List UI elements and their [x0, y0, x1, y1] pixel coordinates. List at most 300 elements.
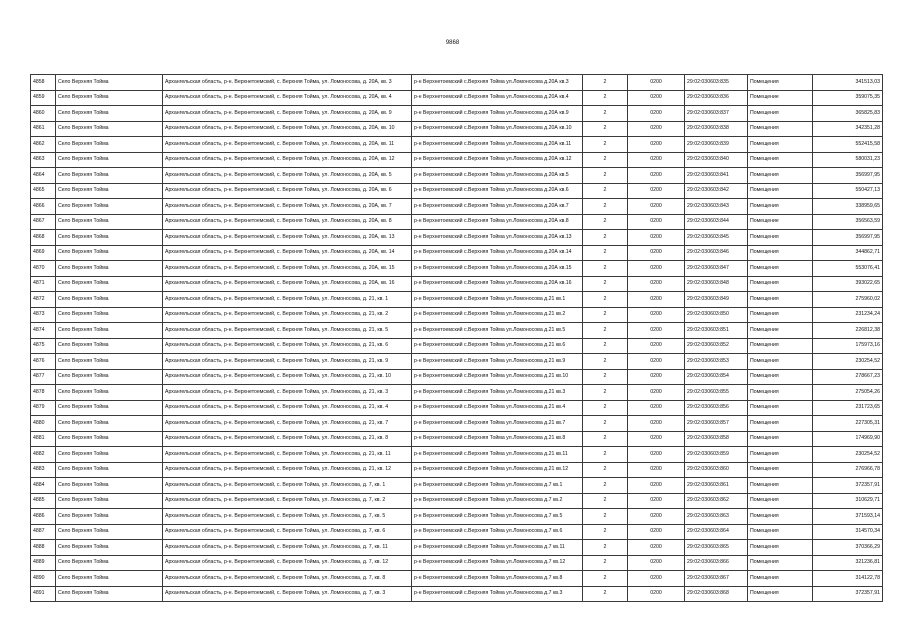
- cadastral-number-cell: 29:02:030603:836: [685, 90, 748, 106]
- count-cell: 2: [583, 75, 628, 91]
- short-address-cell: р-н Верхнетоемский с.Верхняя Тойма ул.Ломоносова д.21 кв.5: [412, 323, 583, 339]
- settlement-cell: Село Верхняя Тойма: [56, 540, 163, 556]
- full-address-cell: Архангельская область, р-н. Верхнетоемский, с. Верхняя Тойма, ул. Ломоносова, д. 7, кв. 1: [163, 478, 412, 494]
- table-row: [31, 75, 883, 91]
- full-address-cell: Архангельская область, р-н. Верхнетоемский, с. Верхняя Тойма, ул. Ломоносова, д. 20А, кв. 13: [163, 230, 412, 246]
- count-cell: 2: [583, 323, 628, 339]
- full-address-cell: Архангельская область, р-н. Верхнетоемский, с. Верхняя Тойма, ул. Ломоносова, д. 20А, кв. 10: [163, 121, 412, 137]
- code-cell: 0200: [628, 323, 685, 339]
- object-type-cell: Помещение: [748, 214, 813, 230]
- short-address-cell: р-н Верхнетоемский с.Верхняя Тойма ул.Ломоносова д.20А кв.5: [412, 168, 583, 184]
- cadastral-value-cell: 342351,28: [813, 121, 883, 137]
- object-type-cell: Помещения: [748, 400, 813, 416]
- short-address-cell: р-н Верхнетоемский с.Верхняя Тойма ул.Ломоносова д.7 кв.8: [412, 571, 583, 587]
- object-type-cell: Помещения: [748, 199, 813, 215]
- table-row: [31, 137, 883, 153]
- table-row: [31, 214, 883, 230]
- settlement-cell: Село Верхняя Тойма: [56, 493, 163, 509]
- count-cell: 2: [583, 524, 628, 540]
- count-cell: 2: [583, 137, 628, 153]
- short-address-cell: р-н Верхнетоемский с.Верхняя Тойма ул.Ломоносова д.20А кв.15: [412, 261, 583, 277]
- settlement-cell: Село Верхняя Тойма: [56, 90, 163, 106]
- cadastral-number-cell: 29:02:030603:838: [685, 121, 748, 137]
- cadastral-number-cell: 29:02:030603:850: [685, 307, 748, 323]
- settlement-cell: Село Верхняя Тойма: [56, 214, 163, 230]
- short-address-cell: р-н Верхнетоемский с.Верхняя Тойма ул.Ломоносова д.7 кв.12: [412, 555, 583, 571]
- table-row: [31, 152, 883, 168]
- code-cell: 0200: [628, 338, 685, 354]
- short-address-cell: р-н Верхнетоемский с.Верхняя Тойма ул.Ломоносова д.21 кв.4: [412, 400, 583, 416]
- object-type-cell: Помещения: [748, 478, 813, 494]
- cadastral-value-cell: 227305,31: [813, 416, 883, 432]
- short-address-cell: р-н Верхнетоемский с.Верхняя Тойма ул.Ломоносова д.21 кв.12: [412, 462, 583, 478]
- table-row: [31, 586, 883, 602]
- settlement-cell: Село Верхняя Тойма: [56, 152, 163, 168]
- cadastral-number-cell: 29:02:030603:867: [685, 571, 748, 587]
- count-cell: 2: [583, 555, 628, 571]
- cadastral-number-cell: 29:02:030603:847: [685, 261, 748, 277]
- full-address-cell: Архангельская область, р-н. Верхнетоемский, с. Верхняя Тойма, ул. Ломоносова, д. 7, кв. 2: [163, 493, 412, 509]
- full-address-cell: Архангельская область, р-н. Верхнетоемский, с. Верхняя Тойма, ул. Ломоносова, д. 20А, кв. 7: [163, 199, 412, 215]
- object-type-cell: Помещение: [748, 323, 813, 339]
- count-cell: 2: [583, 121, 628, 137]
- settlement-cell: Село Верхняя Тойма: [56, 245, 163, 261]
- settlement-cell: Село Верхняя Тойма: [56, 555, 163, 571]
- short-address-cell: р-н Верхнетоемский с.Верхняя Тойма ул.Ломоносова д.21 кв.2: [412, 307, 583, 323]
- code-cell: 0200: [628, 524, 685, 540]
- code-cell: 0200: [628, 230, 685, 246]
- code-cell: 0200: [628, 245, 685, 261]
- table-row: [31, 276, 883, 292]
- settlement-cell: Село Верхняя Тойма: [56, 478, 163, 494]
- cadastral-value-cell: 314122,78: [813, 571, 883, 587]
- code-cell: 0200: [628, 261, 685, 277]
- full-address-cell: Архангельская область, р-н. Верхнетоемский, с. Верхняя Тойма, ул. Ломоносова, д. 20А, кв. 11: [163, 137, 412, 153]
- table-row: [31, 385, 883, 401]
- settlement-cell: Село Верхняя Тойма: [56, 307, 163, 323]
- short-address-cell: р-н Верхнетоемский с.Верхняя Тойма ул.Ломоносова д.20А кв.3: [412, 75, 583, 91]
- settlement-cell: Село Верхняя Тойма: [56, 571, 163, 587]
- code-cell: 0200: [628, 400, 685, 416]
- cadastral-value-cell: 321236,81: [813, 555, 883, 571]
- table-row: [31, 447, 883, 463]
- settlement-cell: Село Верхняя Тойма: [56, 354, 163, 370]
- row-number-cell: 4889: [31, 555, 56, 571]
- full-address-cell: Архангельская область, р-н. Верхнетоемский, с. Верхняя Тойма, ул. Ломоносова, д. 20А, кв. 16: [163, 276, 412, 292]
- cadastral-number-cell: 29:02:030603:845: [685, 230, 748, 246]
- table-row: [31, 540, 883, 556]
- table-row: [31, 261, 883, 277]
- row-number-cell: 4859: [31, 90, 56, 106]
- table-row: [31, 292, 883, 308]
- count-cell: 2: [583, 276, 628, 292]
- table-row: [31, 416, 883, 432]
- settlement-cell: Село Верхняя Тойма: [56, 338, 163, 354]
- full-address-cell: Архангельская область, р-н. Верхнетоемский, с. Верхняя Тойма, ул. Ломоносова, д. 7, кв. 11: [163, 540, 412, 556]
- full-address-cell: Архангельская область, р-н. Верхнетоемский, с. Верхняя Тойма, ул. Ломоносова, д. 20А, кв. 15: [163, 261, 412, 277]
- settlement-cell: Село Верхняя Тойма: [56, 385, 163, 401]
- row-number-cell: 4880: [31, 416, 56, 432]
- cadastral-value-cell: 226812,38: [813, 323, 883, 339]
- page-number: 9868: [445, 40, 460, 46]
- object-type-cell: Помещения: [748, 292, 813, 308]
- registry-table: [30, 74, 883, 602]
- cadastral-value-cell: 174969,90: [813, 431, 883, 447]
- count-cell: 2: [583, 152, 628, 168]
- row-number-cell: 4874: [31, 323, 56, 339]
- cadastral-number-cell: 29:02:030603:860: [685, 462, 748, 478]
- object-type-cell: Помещения: [748, 354, 813, 370]
- cadastral-number-cell: 29:02:030603:835: [685, 75, 748, 91]
- row-number-cell: 4878: [31, 385, 56, 401]
- cadastral-value-cell: 370366,29: [813, 540, 883, 556]
- cadastral-value-cell: 371593,14: [813, 509, 883, 525]
- object-type-cell: Помещения: [748, 493, 813, 509]
- count-cell: 2: [583, 478, 628, 494]
- object-type-cell: Помещения: [748, 555, 813, 571]
- cadastral-number-cell: 29:02:030603:839: [685, 137, 748, 153]
- object-type-cell: Помещения: [748, 261, 813, 277]
- object-type-cell: Помещения: [748, 586, 813, 602]
- object-type-cell: Помещения: [748, 571, 813, 587]
- short-address-cell: р-н Верхнетоемский с.Верхняя Тойма ул.Ломоносова д.7 кв.2: [412, 493, 583, 509]
- cadastral-value-cell: 276966,78: [813, 462, 883, 478]
- row-number-cell: 4884: [31, 478, 56, 494]
- cadastral-number-cell: 29:02:030603:855: [685, 385, 748, 401]
- count-cell: 2: [583, 183, 628, 199]
- object-type-cell: Помещения: [748, 106, 813, 122]
- short-address-cell: р-н Верхнетоемский с.Верхняя Тойма ул.Ломоносова д.20А кв.10: [412, 121, 583, 137]
- count-cell: 2: [583, 571, 628, 587]
- cadastral-value-cell: 372357,91: [813, 586, 883, 602]
- full-address-cell: Архангельская область, р-н. Верхнетоемский, с. Верхняя Тойма, ул. Ломоносова, д. 21, кв. 5: [163, 323, 412, 339]
- table-row: [31, 230, 883, 246]
- row-number-cell: 4870: [31, 261, 56, 277]
- full-address-cell: Архангельская область, р-н. Верхнетоемский, с. Верхняя Тойма, ул. Ломоносова, д. 7, кв. 3: [163, 586, 412, 602]
- object-type-cell: Помещения: [748, 183, 813, 199]
- object-type-cell: Помещения: [748, 230, 813, 246]
- table-row: [31, 183, 883, 199]
- full-address-cell: Архангельская область, р-н. Верхнетоемский, с. Верхняя Тойма, ул. Ломоносова, д. 7, кв. 6: [163, 524, 412, 540]
- code-cell: 0200: [628, 416, 685, 432]
- settlement-cell: Село Верхняя Тойма: [56, 261, 163, 277]
- cadastral-number-cell: 29:02:030603:841: [685, 168, 748, 184]
- cadastral-number-cell: 29:02:030603:863: [685, 509, 748, 525]
- settlement-cell: Село Верхняя Тойма: [56, 121, 163, 137]
- short-address-cell: р-н Верхнетоемский с.Верхняя Тойма ул.Ломоносова д.7 кв.1: [412, 478, 583, 494]
- short-address-cell: р-н Верхнетоемский с.Верхняя Тойма ул.Ломоносова д.21 кв.8: [412, 431, 583, 447]
- row-number-cell: 4860: [31, 106, 56, 122]
- settlement-cell: Село Верхняя Тойма: [56, 524, 163, 540]
- full-address-cell: Архангельская область, р-н. Верхнетоемский, с. Верхняя Тойма, ул. Ломоносова, д. 20А, кв. 5: [163, 168, 412, 184]
- count-cell: 2: [583, 261, 628, 277]
- code-cell: 0200: [628, 307, 685, 323]
- cadastral-value-cell: 356997,95: [813, 230, 883, 246]
- settlement-cell: Село Верхняя Тойма: [56, 400, 163, 416]
- settlement-cell: Село Верхняя Тойма: [56, 75, 163, 91]
- row-number-cell: 4872: [31, 292, 56, 308]
- cadastral-number-cell: 29:02:030603:862: [685, 493, 748, 509]
- row-number-cell: 4863: [31, 152, 56, 168]
- cadastral-value-cell: 356563,59: [813, 214, 883, 230]
- object-type-cell: Помещения: [748, 447, 813, 463]
- code-cell: 0200: [628, 137, 685, 153]
- cadastral-number-cell: 29:02:030603:844: [685, 214, 748, 230]
- cadastral-value-cell: 231723,65: [813, 400, 883, 416]
- code-cell: 0200: [628, 493, 685, 509]
- count-cell: 2: [583, 586, 628, 602]
- row-number-cell: 4887: [31, 524, 56, 540]
- count-cell: 2: [583, 214, 628, 230]
- code-cell: 0200: [628, 152, 685, 168]
- row-number-cell: 4875: [31, 338, 56, 354]
- short-address-cell: р-н Верхнетоемский с.Верхняя Тойма ул.Ломоносова д.20А кв.12: [412, 152, 583, 168]
- full-address-cell: Архангельская область, р-н. Верхнетоемский, с. Верхняя Тойма, ул. Ломоносова, д. 21, кв. 1: [163, 292, 412, 308]
- row-number-cell: 4865: [31, 183, 56, 199]
- row-number-cell: 4866: [31, 199, 56, 215]
- settlement-cell: Село Верхняя Тойма: [56, 183, 163, 199]
- cadastral-value-cell: 230254,52: [813, 447, 883, 463]
- cadastral-number-cell: 29:02:030603:851: [685, 323, 748, 339]
- object-type-cell: Помещения: [748, 121, 813, 137]
- count-cell: 2: [583, 462, 628, 478]
- row-number-cell: 4890: [31, 571, 56, 587]
- cadastral-value-cell: 338959,65: [813, 199, 883, 215]
- row-number-cell: 4879: [31, 400, 56, 416]
- cadastral-value-cell: 314570,34: [813, 524, 883, 540]
- table-row: [31, 121, 883, 137]
- count-cell: 2: [583, 431, 628, 447]
- cadastral-value-cell: 310629,71: [813, 493, 883, 509]
- code-cell: 0200: [628, 540, 685, 556]
- object-type-cell: Помещения: [748, 245, 813, 261]
- cadastral-number-cell: 29:02:030603:854: [685, 369, 748, 385]
- code-cell: 0200: [628, 586, 685, 602]
- cadastral-value-cell: 275960,02: [813, 292, 883, 308]
- count-cell: 2: [583, 509, 628, 525]
- row-number-cell: 4881: [31, 431, 56, 447]
- code-cell: 0200: [628, 555, 685, 571]
- object-type-cell: Помещения: [748, 431, 813, 447]
- row-number-cell: 4891: [31, 586, 56, 602]
- object-type-cell: Помещения: [748, 540, 813, 556]
- cadastral-value-cell: 175973,16: [813, 338, 883, 354]
- code-cell: 0200: [628, 292, 685, 308]
- full-address-cell: Архангельская область, р-н. Верхнетоемский, с. Верхняя Тойма, ул. Ломоносова, д. 21, кв. 7: [163, 416, 412, 432]
- row-number-cell: 4876: [31, 354, 56, 370]
- count-cell: 2: [583, 400, 628, 416]
- cadastral-number-cell: 29:02:030603:849: [685, 292, 748, 308]
- count-cell: 2: [583, 385, 628, 401]
- count-cell: 2: [583, 106, 628, 122]
- short-address-cell: р-н Верхнетоемский с.Верхняя Тойма ул.Ломоносова д.7 кв.5: [412, 509, 583, 525]
- object-type-cell: Помещения: [748, 369, 813, 385]
- full-address-cell: Архангельская область, р-н. Верхнетоемский, с. Верхняя Тойма, ул. Ломоносова, д. 20А, кв. 3: [163, 75, 412, 91]
- cadastral-value-cell: 341513,03: [813, 75, 883, 91]
- code-cell: 0200: [628, 214, 685, 230]
- code-cell: 0200: [628, 509, 685, 525]
- code-cell: 0200: [628, 369, 685, 385]
- settlement-cell: Село Верхняя Тойма: [56, 509, 163, 525]
- row-number-cell: 4871: [31, 276, 56, 292]
- table-row: [31, 493, 883, 509]
- short-address-cell: р-н Верхнетоемский с.Верхняя Тойма ул.Ломоносова д.20А кв.9: [412, 106, 583, 122]
- cadastral-number-cell: 29:02:030603:852: [685, 338, 748, 354]
- full-address-cell: Архангельская область, р-н. Верхнетоемский, с. Верхняя Тойма, ул. Ломоносова, д. 7, кв. 5: [163, 509, 412, 525]
- cadastral-value-cell: 365825,83: [813, 106, 883, 122]
- object-type-cell: Помещение: [748, 90, 813, 106]
- full-address-cell: Архангельская область, р-н. Верхнетоемский, с. Верхняя Тойма, ул. Ломоносова, д. 21, кв. 12: [163, 462, 412, 478]
- table-row: [31, 199, 883, 215]
- row-number-cell: 4888: [31, 540, 56, 556]
- settlement-cell: Село Верхняя Тойма: [56, 369, 163, 385]
- object-type-cell: Помещения: [748, 462, 813, 478]
- cadastral-number-cell: 29:02:030603:846: [685, 245, 748, 261]
- object-type-cell: Помещения: [748, 416, 813, 432]
- short-address-cell: р-н Верхнетоемский с.Верхняя Тойма ул.Ломоносова д.20А кв.7: [412, 199, 583, 215]
- row-number-cell: 4877: [31, 369, 56, 385]
- short-address-cell: р-н Верхнетоемский с.Верхняя Тойма ул.Ломоносова д.20А кв.13: [412, 230, 583, 246]
- code-cell: 0200: [628, 462, 685, 478]
- table-row: [31, 524, 883, 540]
- cadastral-number-cell: 29:02:030603:856: [685, 400, 748, 416]
- short-address-cell: р-н Верхнетоемский с.Верхняя Тойма ул.Ломоносова д.21 кв.11: [412, 447, 583, 463]
- cadastral-number-cell: 29:02:030603:859: [685, 447, 748, 463]
- cadastral-number-cell: 29:02:030603:840: [685, 152, 748, 168]
- cadastral-value-cell: 580031,23: [813, 152, 883, 168]
- settlement-cell: Село Верхняя Тойма: [56, 416, 163, 432]
- full-address-cell: Архангельская область, р-н. Верхнетоемский, с. Верхняя Тойма, ул. Ломоносова, д. 20А, кв. 12: [163, 152, 412, 168]
- row-number-cell: 4862: [31, 137, 56, 153]
- full-address-cell: Архангельская область, р-н. Верхнетоемский, с. Верхняя Тойма, ул. Ломоносова, д. 21, кв. 11: [163, 447, 412, 463]
- count-cell: 2: [583, 90, 628, 106]
- row-number-cell: 4868: [31, 230, 56, 246]
- full-address-cell: Архангельская область, р-н. Верхнетоемский, с. Верхняя Тойма, ул. Ломоносова, д. 21, кв. 3: [163, 385, 412, 401]
- table-row: [31, 555, 883, 571]
- cadastral-value-cell: 344862,71: [813, 245, 883, 261]
- short-address-cell: р-н Верхнетоемский с.Верхняя Тойма ул.Ломоносова д.7 кв.11: [412, 540, 583, 556]
- row-number-cell: 4882: [31, 447, 56, 463]
- table-row: [31, 90, 883, 106]
- cadastral-value-cell: 230254,52: [813, 354, 883, 370]
- short-address-cell: р-н Верхнетоемский с.Верхняя Тойма ул.Ломоносова д.20А кв.14: [412, 245, 583, 261]
- table-row: [31, 431, 883, 447]
- settlement-cell: Село Верхняя Тойма: [56, 230, 163, 246]
- count-cell: 2: [583, 354, 628, 370]
- row-number-cell: 4885: [31, 493, 56, 509]
- cadastral-number-cell: 29:02:030603:837: [685, 106, 748, 122]
- full-address-cell: Архангельская область, р-н. Верхнетоемский, с. Верхняя Тойма, ул. Ломоносова, д. 21, кв. 2: [163, 307, 412, 323]
- short-address-cell: р-н Верхнетоемский с.Верхняя Тойма ул.Ломоносова д.21 кв.10: [412, 369, 583, 385]
- code-cell: 0200: [628, 183, 685, 199]
- code-cell: 0200: [628, 431, 685, 447]
- count-cell: 2: [583, 199, 628, 215]
- code-cell: 0200: [628, 478, 685, 494]
- settlement-cell: Село Верхняя Тойма: [56, 137, 163, 153]
- code-cell: 0200: [628, 571, 685, 587]
- count-cell: 2: [583, 245, 628, 261]
- code-cell: 0200: [628, 199, 685, 215]
- short-address-cell: р-н Верхнетоемский с.Верхняя Тойма ул.Ломоносова д.21 кв.1: [412, 292, 583, 308]
- row-number-cell: 4867: [31, 214, 56, 230]
- count-cell: 2: [583, 230, 628, 246]
- row-number-cell: 4886: [31, 509, 56, 525]
- cadastral-number-cell: 29:02:030603:865: [685, 540, 748, 556]
- short-address-cell: р-н Верхнетоемский с.Верхняя Тойма ул.Ломоносова д.20А кв.8: [412, 214, 583, 230]
- short-address-cell: р-н Верхнетоемский с.Верхняя Тойма ул.Ломоносова д.20А кв.6: [412, 183, 583, 199]
- table-row: [31, 245, 883, 261]
- short-address-cell: р-н Верхнетоемский с.Верхняя Тойма ул.Ломоносова д.21 кв.9: [412, 354, 583, 370]
- code-cell: 0200: [628, 106, 685, 122]
- object-type-cell: Помещения: [748, 509, 813, 525]
- table-row: [31, 509, 883, 525]
- full-address-cell: Архангельская область, р-н. Верхнетоемский, с. Верхняя Тойма, ул. Ломоносова, д. 20А, кв. 9: [163, 106, 412, 122]
- table-row: [31, 106, 883, 122]
- count-cell: 2: [583, 493, 628, 509]
- code-cell: 0200: [628, 447, 685, 463]
- code-cell: 0200: [628, 121, 685, 137]
- cadastral-number-cell: 29:02:030603:842: [685, 183, 748, 199]
- object-type-cell: Помещения: [748, 152, 813, 168]
- cadastral-value-cell: 393022,65: [813, 276, 883, 292]
- settlement-cell: Село Верхняя Тойма: [56, 323, 163, 339]
- short-address-cell: р-н Верхнетоемский с.Верхняя Тойма ул.Ломоносова д.20А кв.4: [412, 90, 583, 106]
- full-address-cell: Архангельская область, р-н. Верхнетоемский, с. Верхняя Тойма, ул. Ломоносова, д. 20А, кв. 14: [163, 245, 412, 261]
- short-address-cell: р-н Верхнетоемский с.Верхняя Тойма ул.Ломоносова д.7 кв.3: [412, 586, 583, 602]
- object-type-cell: Помещения: [748, 137, 813, 153]
- object-type-cell: Помещения: [748, 338, 813, 354]
- cadastral-number-cell: 29:02:030603:864: [685, 524, 748, 540]
- row-number-cell: 4873: [31, 307, 56, 323]
- cadastral-value-cell: 231234,24: [813, 307, 883, 323]
- full-address-cell: Архангельская область, р-н. Верхнетоемский, с. Верхняя Тойма, ул. Ломоносова, д. 21, кв. 10: [163, 369, 412, 385]
- count-cell: 2: [583, 338, 628, 354]
- settlement-cell: Село Верхняя Тойма: [56, 447, 163, 463]
- cadastral-value-cell: 356997,95: [813, 168, 883, 184]
- table-row: [31, 338, 883, 354]
- table-row: [31, 369, 883, 385]
- cadastral-number-cell: 29:02:030603:861: [685, 478, 748, 494]
- registry-table-body: [31, 75, 883, 602]
- code-cell: 0200: [628, 385, 685, 401]
- settlement-cell: Село Верхняя Тойма: [56, 462, 163, 478]
- row-number-cell: 4883: [31, 462, 56, 478]
- settlement-cell: Село Верхняя Тойма: [56, 168, 163, 184]
- row-number-cell: 4861: [31, 121, 56, 137]
- cadastral-number-cell: 29:02:030603:853: [685, 354, 748, 370]
- full-address-cell: Архангельская область, р-н. Верхнетоемский, с. Верхняя Тойма, ул. Ломоносова, д. 7, кв. 12: [163, 555, 412, 571]
- row-number-cell: 4864: [31, 168, 56, 184]
- table-row: [31, 462, 883, 478]
- object-type-cell: Помещения: [748, 307, 813, 323]
- full-address-cell: Архангельская область, р-н. Верхнетоемский, с. Верхняя Тойма, ул. Ломоносова, д. 21, кв. 9: [163, 354, 412, 370]
- cadastral-value-cell: 553076,41: [813, 261, 883, 277]
- full-address-cell: Архангельская область, р-н. Верхнетоемский, с. Верхняя Тойма, ул. Ломоносова, д. 20А, кв. 6: [163, 183, 412, 199]
- settlement-cell: Село Верхняя Тойма: [56, 586, 163, 602]
- short-address-cell: р-н Верхнетоемский с.Верхняя Тойма ул.Ломоносова д.20А кв.16: [412, 276, 583, 292]
- settlement-cell: Село Верхняя Тойма: [56, 292, 163, 308]
- table-row: [31, 354, 883, 370]
- object-type-cell: Помещения: [748, 385, 813, 401]
- short-address-cell: р-н Верхнетоемский с.Верхняя Тойма ул.Ломоносова д.21 кв.3: [412, 385, 583, 401]
- code-cell: 0200: [628, 75, 685, 91]
- settlement-cell: Село Верхняя Тойма: [56, 199, 163, 215]
- full-address-cell: Архангельская область, р-н. Верхнетоемский, с. Верхняя Тойма, ул. Ломоносова, д. 21, кв. 4: [163, 400, 412, 416]
- cadastral-value-cell: 372357,91: [813, 478, 883, 494]
- cadastral-value-cell: 359075,35: [813, 90, 883, 106]
- count-cell: 2: [583, 292, 628, 308]
- short-address-cell: р-н Верхнетоемский с.Верхняя Тойма ул.Ломоносова д.20А кв.11: [412, 137, 583, 153]
